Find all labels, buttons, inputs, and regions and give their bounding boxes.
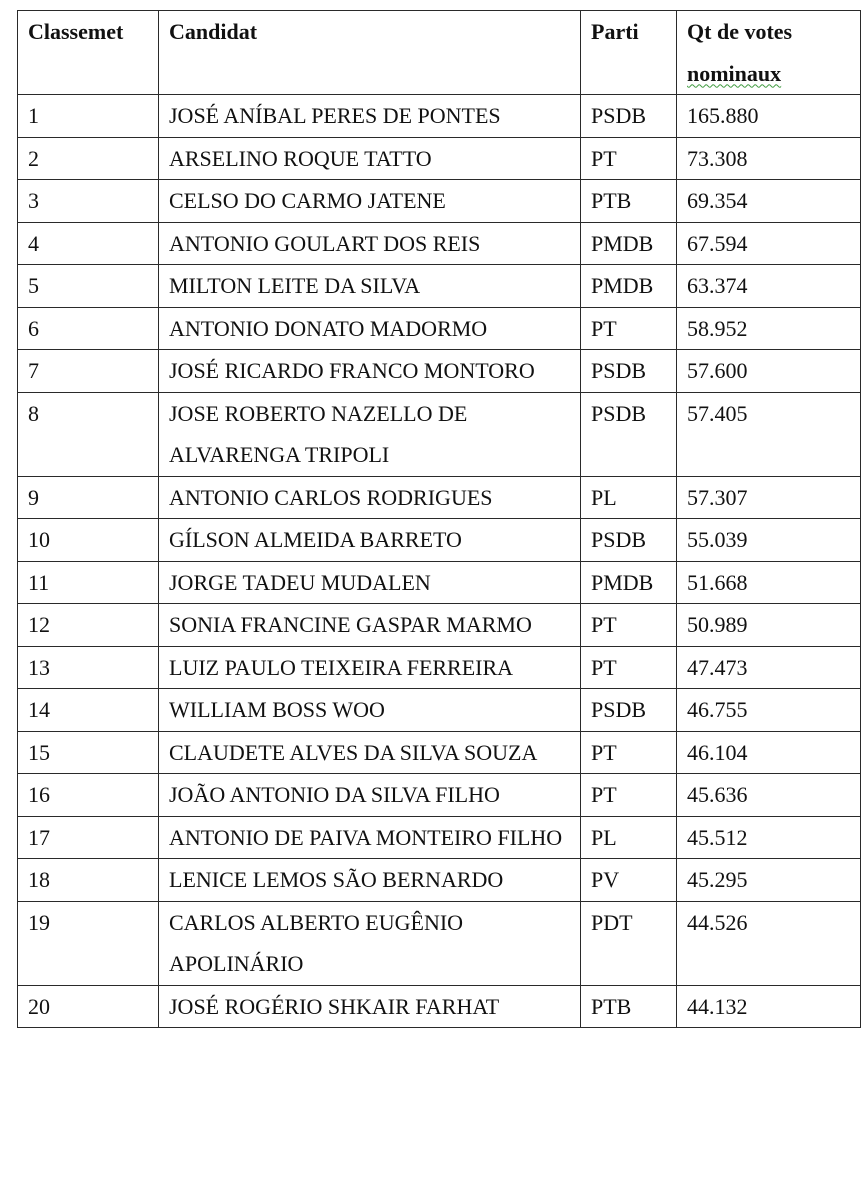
rank-cell: 7 [18, 350, 159, 393]
votes-cell: 57.600 [677, 350, 861, 393]
header-row [18, 11, 861, 95]
party-cell: PSDB [581, 392, 677, 476]
party-cell: PV [581, 859, 677, 902]
rank-cell: 6 [18, 307, 159, 350]
votes-cell: 50.989 [677, 604, 861, 647]
candidate-cell: CLAUDETE ALVES DA SILVA SOUZA [159, 731, 581, 774]
party-cell: PSDB [581, 350, 677, 393]
header-candidate: Candidat [159, 11, 581, 95]
votes-cell: 45.512 [677, 816, 861, 859]
table-row [18, 519, 861, 562]
table-row [18, 689, 861, 732]
candidate-cell: CELSO DO CARMO JATENE [159, 180, 581, 223]
table-row [18, 646, 861, 689]
rank-cell: 5 [18, 265, 159, 308]
votes-cell: 47.473 [677, 646, 861, 689]
header-party: Parti [581, 11, 677, 95]
table-row [18, 392, 861, 476]
table-row [18, 604, 861, 647]
candidate-cell: JOSE ROBERTO NAZELLO DE ALVARENGA TRIPOLI [159, 392, 581, 476]
table-row [18, 774, 861, 817]
votes-cell: 44.526 [677, 901, 861, 985]
party-cell: PT [581, 604, 677, 647]
votes-cell: 63.374 [677, 265, 861, 308]
party-cell: PTB [581, 180, 677, 223]
party-cell: PSDB [581, 689, 677, 732]
party-cell: PT [581, 646, 677, 689]
rank-cell: 8 [18, 392, 159, 476]
rank-cell: 9 [18, 476, 159, 519]
votes-cell: 57.307 [677, 476, 861, 519]
candidate-cell: MILTON LEITE DA SILVA [159, 265, 581, 308]
rank-cell: 15 [18, 731, 159, 774]
votes-cell: 45.295 [677, 859, 861, 902]
candidate-cell: SONIA FRANCINE GASPAR MARMO [159, 604, 581, 647]
table-row [18, 222, 861, 265]
rank-cell: 4 [18, 222, 159, 265]
table-row [18, 95, 861, 138]
candidate-cell: JOSÉ RICARDO FRANCO MONTORO [159, 350, 581, 393]
table-row [18, 985, 861, 1028]
rank-cell: 18 [18, 859, 159, 902]
candidate-cell: JOSÉ ROGÉRIO SHKAIR FARHAT [159, 985, 581, 1028]
votes-cell: 46.755 [677, 689, 861, 732]
votes-cell: 45.636 [677, 774, 861, 817]
table-row [18, 476, 861, 519]
rank-cell: 19 [18, 901, 159, 985]
rank-cell: 14 [18, 689, 159, 732]
votes-cell: 57.405 [677, 392, 861, 476]
candidate-cell: CARLOS ALBERTO EUGÊNIO APOLINÁRIO [159, 901, 581, 985]
header-votes-word: votes [744, 19, 793, 44]
votes-cell: 67.594 [677, 222, 861, 265]
party-cell: PSDB [581, 519, 677, 562]
header-votes-word: Qt [687, 19, 712, 44]
candidate-cell: WILLIAM BOSS WOO [159, 689, 581, 732]
rank-cell: 3 [18, 180, 159, 223]
table-row [18, 731, 861, 774]
candidate-cell: JOÃO ANTONIO DA SILVA FILHO [159, 774, 581, 817]
party-cell: PT [581, 307, 677, 350]
candidate-cell: ANTONIO GOULART DOS REIS [159, 222, 581, 265]
votes-cell: 58.952 [677, 307, 861, 350]
rank-cell: 13 [18, 646, 159, 689]
party-cell: PMDB [581, 561, 677, 604]
party-cell: PL [581, 476, 677, 519]
party-cell: PT [581, 774, 677, 817]
candidate-cell: GÍLSON ALMEIDA BARRETO [159, 519, 581, 562]
votes-cell: 44.132 [677, 985, 861, 1028]
votes-cell: 69.354 [677, 180, 861, 223]
party-cell: PT [581, 731, 677, 774]
rank-cell: 16 [18, 774, 159, 817]
candidate-cell: LENICE LEMOS SÃO BERNARDO [159, 859, 581, 902]
candidate-cell: JOSÉ ANÍBAL PERES DE PONTES [159, 95, 581, 138]
party-cell: PL [581, 816, 677, 859]
rank-cell: 1 [18, 95, 159, 138]
party-cell: PMDB [581, 222, 677, 265]
votes-cell: 46.104 [677, 731, 861, 774]
table-row [18, 307, 861, 350]
table-row [18, 901, 861, 985]
table-row [18, 561, 861, 604]
candidate-cell: LUIZ PAULO TEIXEIRA FERREIRA [159, 646, 581, 689]
rank-cell: 17 [18, 816, 159, 859]
header-votes [677, 11, 861, 95]
candidate-cell: JORGE TADEU MUDALEN [159, 561, 581, 604]
header-votes-word: de [716, 19, 739, 44]
rank-cell: 20 [18, 985, 159, 1028]
candidate-cell: ANTONIO DONATO MADORMO [159, 307, 581, 350]
header-rank: Classemet [18, 11, 159, 95]
party-cell: PMDB [581, 265, 677, 308]
table-row [18, 265, 861, 308]
candidate-cell: ANTONIO CARLOS RODRIGUES [159, 476, 581, 519]
votes-cell: 73.308 [677, 137, 861, 180]
header-votes-word: nominaux [687, 60, 782, 86]
party-cell: PT [581, 137, 677, 180]
results-table [17, 10, 861, 1028]
rank-cell: 10 [18, 519, 159, 562]
table-row [18, 350, 861, 393]
votes-cell: 165.880 [677, 95, 861, 138]
candidate-cell: ANTONIO DE PAIVA MONTEIRO FILHO [159, 816, 581, 859]
party-cell: PDT [581, 901, 677, 985]
table-row [18, 137, 861, 180]
candidate-cell: ARSELINO ROQUE TATTO [159, 137, 581, 180]
rank-cell: 11 [18, 561, 159, 604]
table-row [18, 180, 861, 223]
rank-cell: 2 [18, 137, 159, 180]
table-row [18, 816, 861, 859]
rank-cell: 12 [18, 604, 159, 647]
votes-cell: 55.039 [677, 519, 861, 562]
table-row [18, 859, 861, 902]
votes-cell: 51.668 [677, 561, 861, 604]
party-cell: PSDB [581, 95, 677, 138]
party-cell: PTB [581, 985, 677, 1028]
